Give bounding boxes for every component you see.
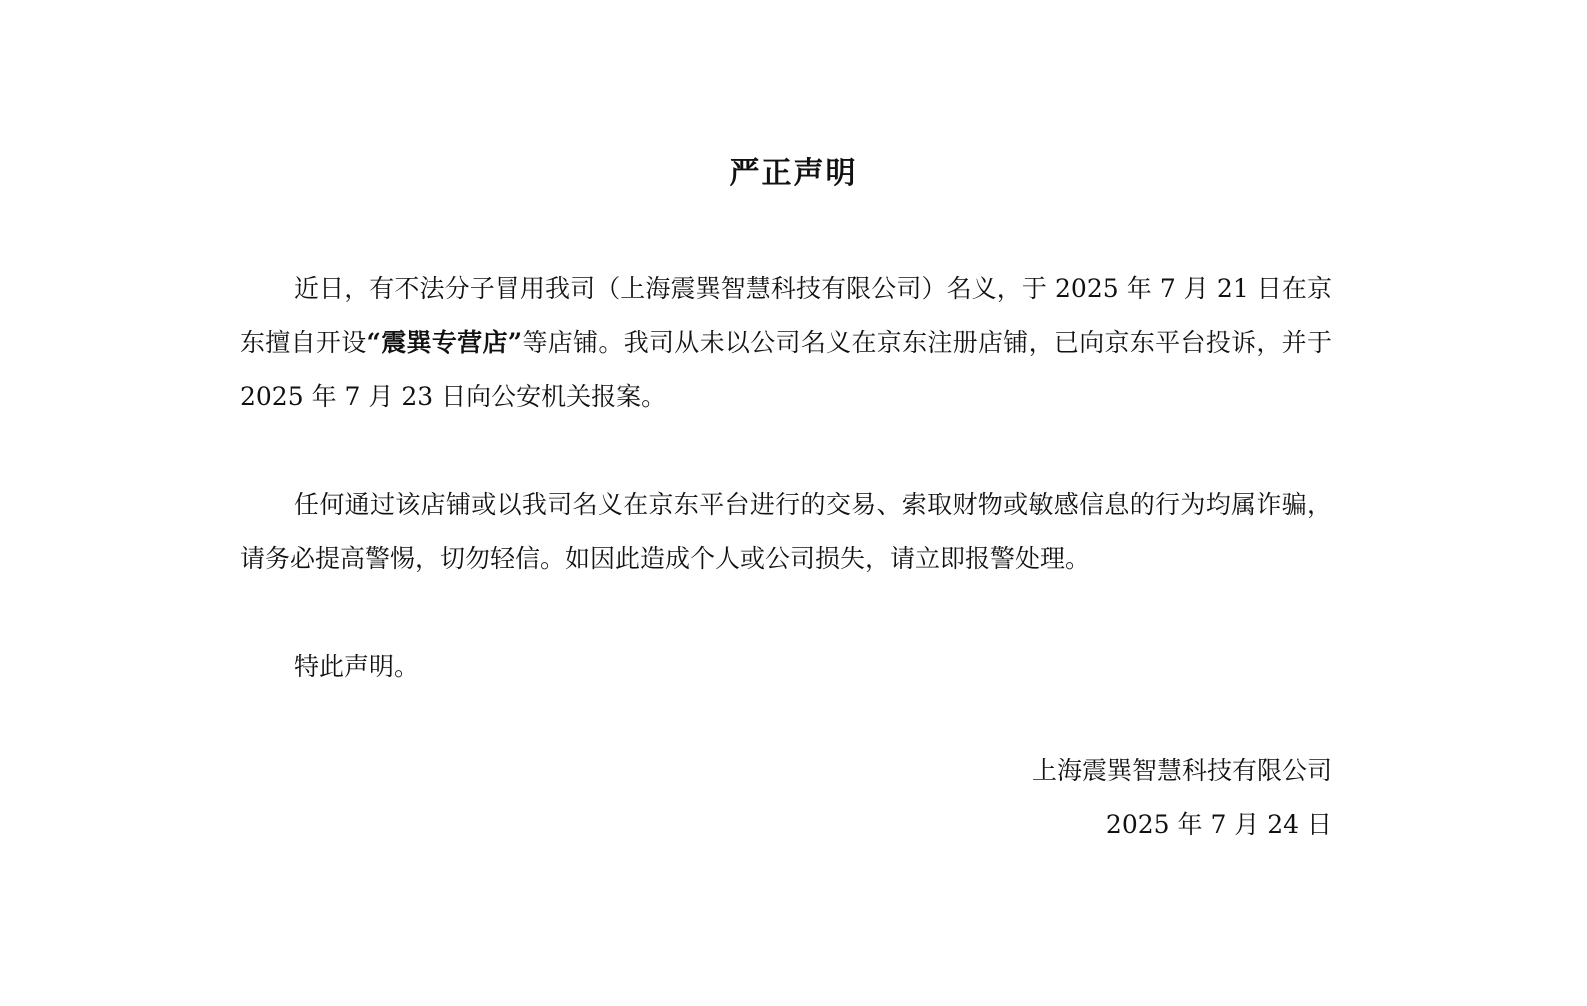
store-name: “震巽专营店” — [366, 328, 523, 357]
signature-company: 上海震巽智慧科技有限公司 — [1031, 756, 1332, 785]
signature-block — [1032, 744, 1332, 852]
signature-date: 2025 年 7 月 24 日 — [1105, 810, 1332, 839]
paragraph-1-text-b: 等店铺。我司从未以公司名义在京东注册店铺，已向京东平台投诉，并于 2025 年 7 月 23 日向公安机关报案。 — [240, 328, 1332, 411]
paragraph-2: 任何通过该店铺或以我司名义在京东平台进行的交易、索取财物或敏感信息的行为均属诈骗，请务必提高警惕，切勿轻信。如因此造成个人或公司损失，请立即报警处理。 — [240, 490, 1332, 573]
paragraph-3: 特此声明。 — [294, 652, 420, 681]
paragraph-1-text-a: 近日，有不法分子冒用我司（上海震巽智慧科技有限公司）名义，于 2025 年 7 月 21 日在京东擅自开设 — [240, 274, 1332, 357]
paragraph-1 — [240, 262, 1332, 424]
document-body — [240, 262, 1332, 694]
document-title: 严正声明 — [729, 156, 858, 191]
